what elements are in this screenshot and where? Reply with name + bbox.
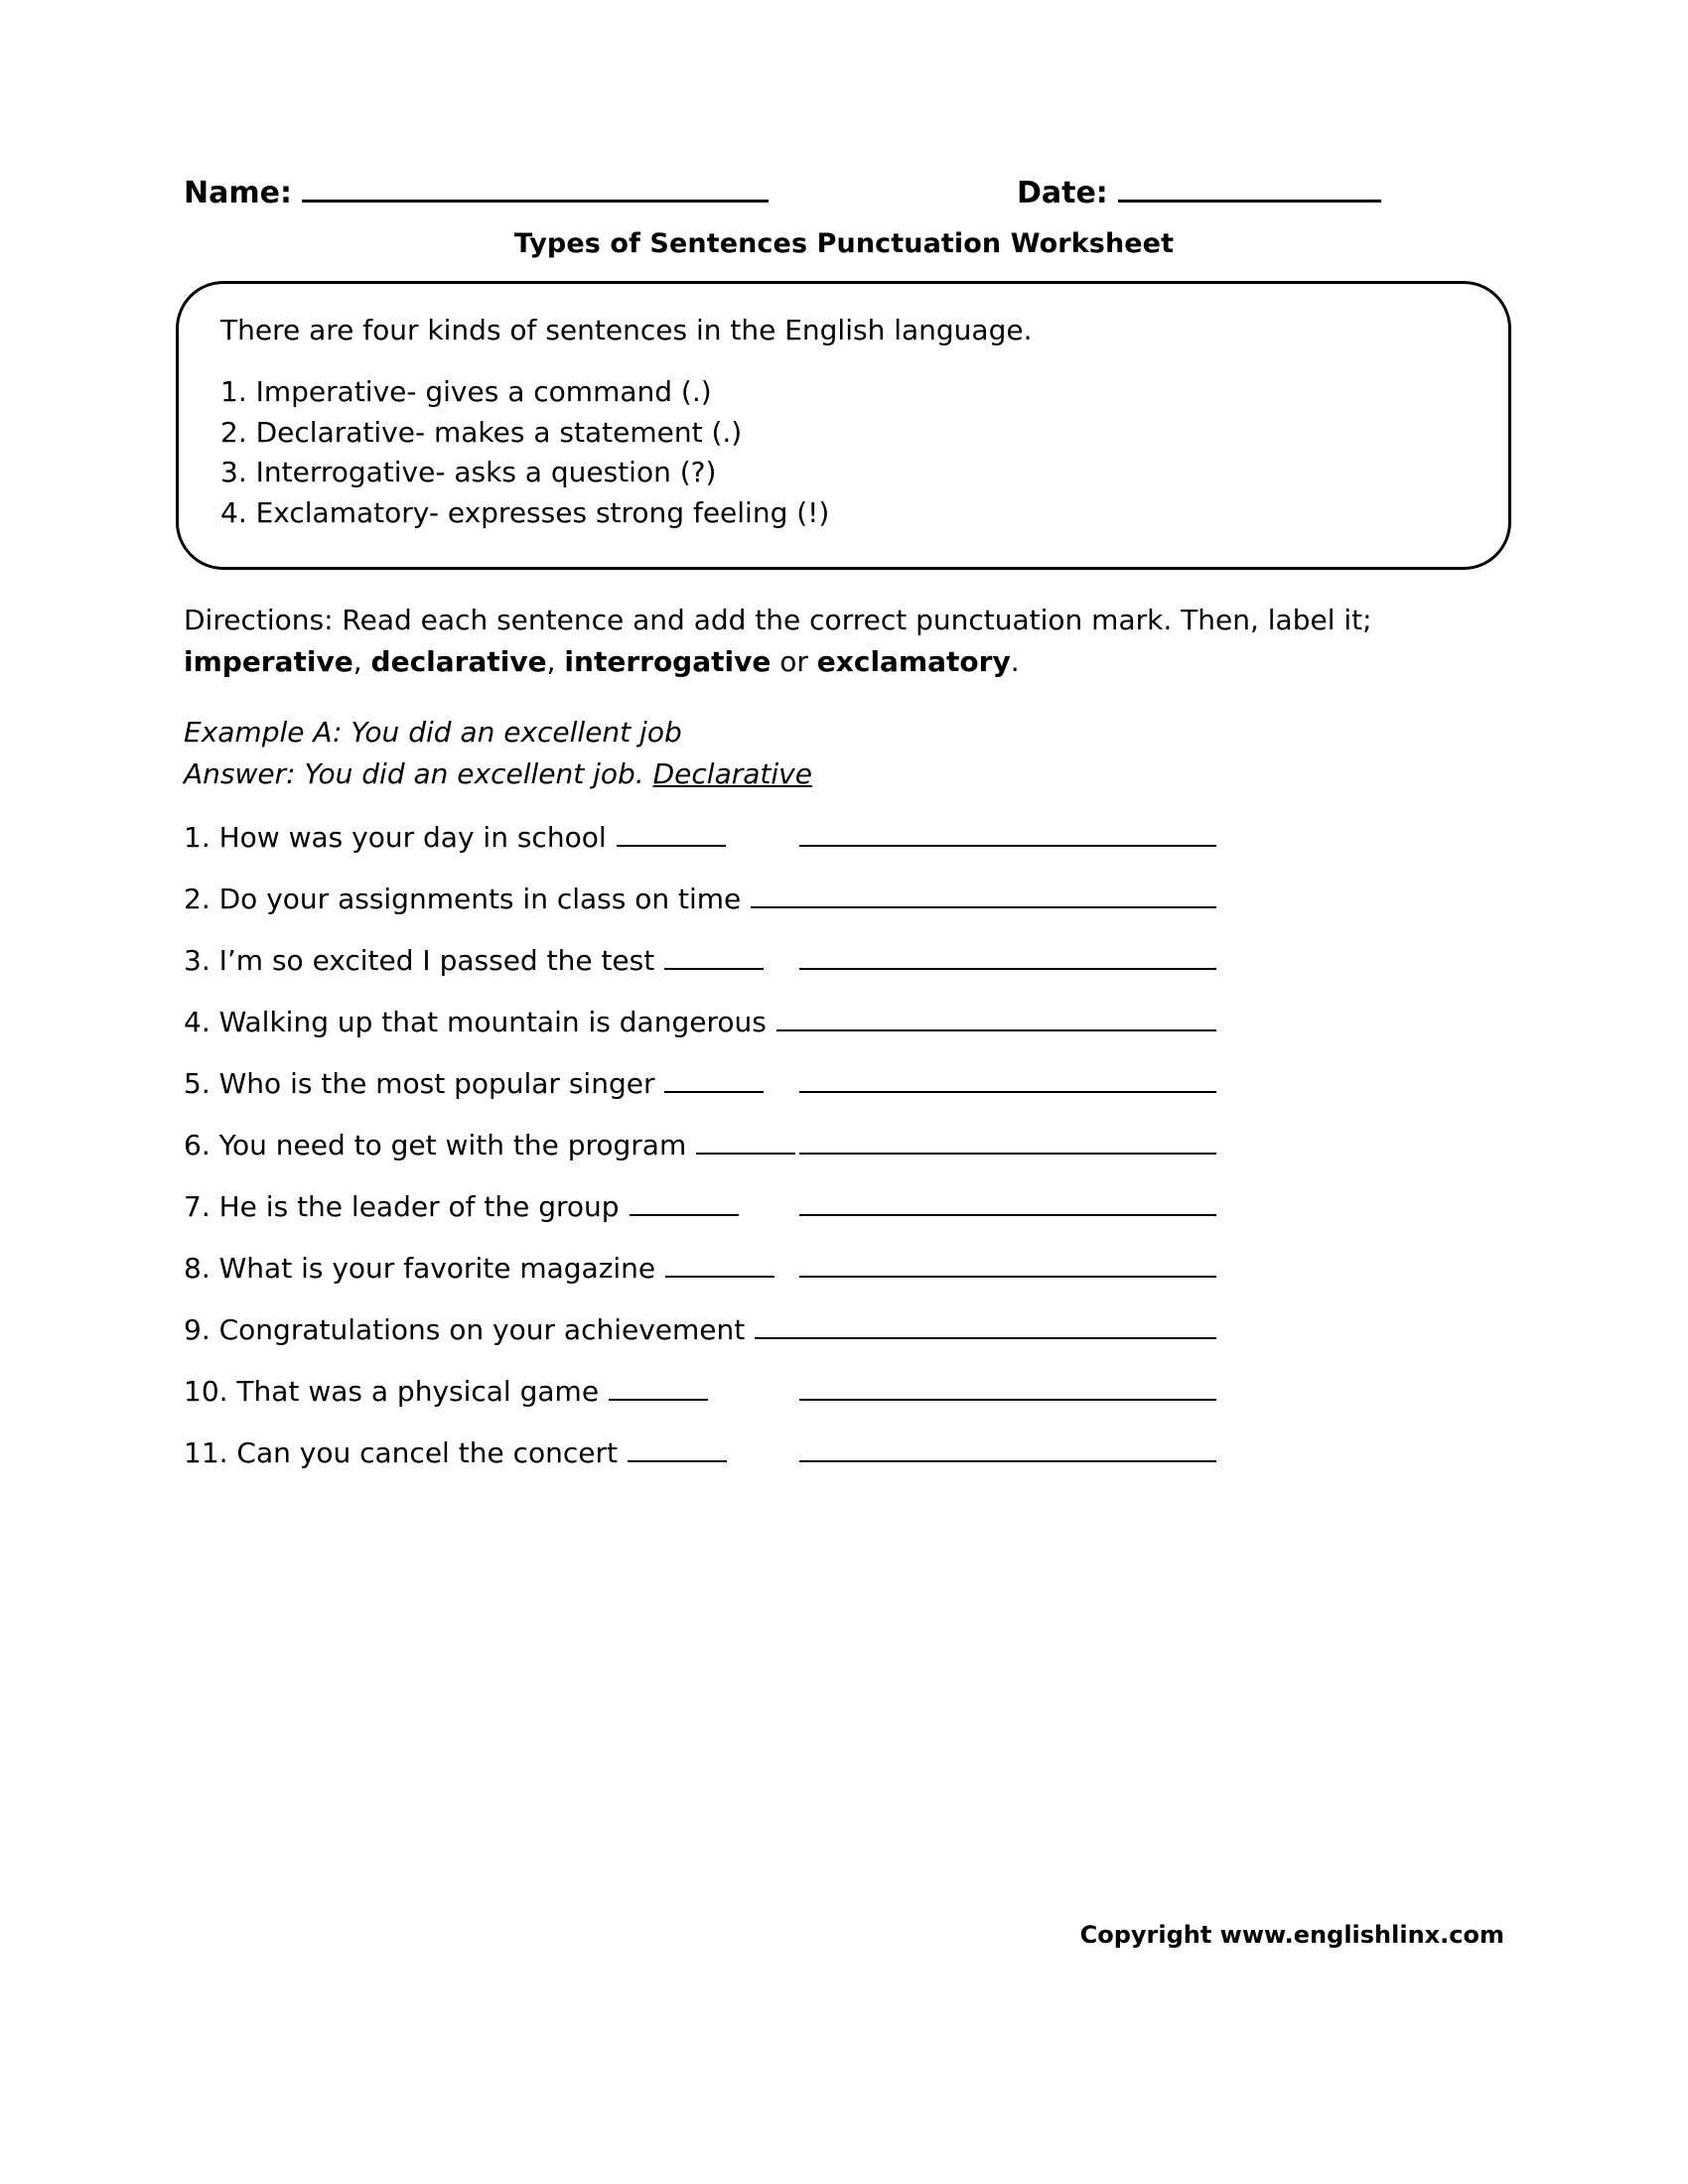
info-intro: There are four kinds of sentences in the English language. xyxy=(220,314,1033,346)
example-answer-prefix: Answer: You did an excellent job. xyxy=(184,757,653,791)
question-row-inner xyxy=(184,1067,1504,1100)
question-text: 10. That was a physical game xyxy=(184,1375,600,1409)
example-prompt: Example A: You did an excellent job xyxy=(184,716,682,750)
directions-end: . xyxy=(1010,644,1020,678)
question-row xyxy=(184,1375,1504,1436)
question-row-inner xyxy=(184,1436,1504,1469)
student-header xyxy=(184,174,1504,210)
example-answer xyxy=(184,753,1504,795)
question-row xyxy=(184,1129,1504,1190)
sentence-type-answer-line[interactable] xyxy=(799,821,1216,847)
question-text: 11. Can you cancel the concert xyxy=(184,1436,618,1470)
date-label: Date: xyxy=(1016,176,1108,210)
sentence-type-answer-line[interactable] xyxy=(799,1067,1216,1093)
info-item-2: 2. Declarative- makes a statement (.) xyxy=(220,415,743,449)
question-text: 9. Congratulations on your achievement xyxy=(184,1313,746,1347)
punctuation-blank[interactable] xyxy=(665,1254,774,1278)
directions-sep-3: or xyxy=(771,644,817,678)
question-text: 4. Walking up that mountain is dangerous xyxy=(184,1006,767,1039)
question-row xyxy=(184,1190,1504,1252)
question-row xyxy=(184,1436,1504,1498)
question-row xyxy=(184,821,1504,883)
sentence-type-answer-line[interactable] xyxy=(799,944,1216,970)
sentence-type-answer-line[interactable] xyxy=(799,1313,1216,1339)
question-row-inner xyxy=(184,821,1504,854)
directions-bold-interrogative: interrogative xyxy=(564,644,772,678)
directions-bold-imperative: imperative xyxy=(184,644,353,678)
question-row-inner xyxy=(184,944,1504,977)
question-row-inner xyxy=(184,1006,1504,1038)
question-text: 8. What is your favorite magazine xyxy=(184,1252,656,1286)
question-text: 6. You need to get with the program xyxy=(184,1129,687,1162)
info-item-3: 3. Interrogative- asks a question (?) xyxy=(220,456,717,489)
copyright-footer: Copyright www.englishlinx.com xyxy=(1079,1921,1504,1949)
question-row-inner xyxy=(184,1129,1504,1161)
question-row xyxy=(184,1067,1504,1129)
info-item-4: 4. Exclamatory- expresses strong feeling (!) xyxy=(220,495,830,529)
punctuation-blank[interactable] xyxy=(664,1069,764,1093)
sentence-type-answer-line[interactable] xyxy=(799,1190,1216,1216)
example-answer-word: Declarative xyxy=(652,757,812,791)
sentence-type-answer-line[interactable] xyxy=(799,1006,1216,1031)
question-row-inner xyxy=(184,1190,1504,1223)
sentence-type-answer-line[interactable] xyxy=(799,1129,1216,1155)
punctuation-blank[interactable] xyxy=(664,946,764,970)
directions-sep-1: , xyxy=(352,644,371,678)
question-text: 7. He is the leader of the group xyxy=(184,1190,620,1224)
punctuation-blank[interactable] xyxy=(617,823,726,847)
info-box xyxy=(176,281,1511,570)
question-text: 1. How was your day in school xyxy=(184,821,607,855)
question-row-inner xyxy=(184,1313,1504,1346)
question-list xyxy=(184,821,1504,1498)
question-row-inner xyxy=(184,1252,1504,1285)
name-input-line[interactable] xyxy=(302,174,769,203)
directions-text xyxy=(184,600,1475,682)
question-row-inner xyxy=(184,1375,1504,1408)
sentence-type-answer-line[interactable] xyxy=(799,1436,1216,1462)
punctuation-blank[interactable] xyxy=(628,1438,727,1462)
sentence-type-answer-line[interactable] xyxy=(799,1375,1216,1401)
worksheet-body xyxy=(184,174,1504,1498)
punctuation-blank[interactable] xyxy=(696,1131,795,1155)
sentence-type-answer-line[interactable] xyxy=(799,1252,1216,1278)
sentence-type-answer-line[interactable] xyxy=(799,883,1216,908)
date-input-line[interactable] xyxy=(1118,174,1381,203)
directions-bold-exclamatory: exclamatory xyxy=(816,644,1011,678)
directions-bold-declarative: declarative xyxy=(370,644,547,678)
punctuation-blank[interactable] xyxy=(630,1192,739,1216)
date-group xyxy=(1017,174,1381,210)
punctuation-blank[interactable] xyxy=(609,1377,708,1401)
example-block xyxy=(184,712,1504,795)
info-item-1: 1. Imperative- gives a command (.) xyxy=(220,375,712,408)
question-row xyxy=(184,944,1504,1006)
question-text: 5. Who is the most popular singer xyxy=(184,1067,655,1101)
question-text: 3. I’m so excited I passed the test xyxy=(184,944,655,978)
question-row xyxy=(184,883,1504,944)
question-row xyxy=(184,1313,1504,1375)
question-row-inner xyxy=(184,883,1504,915)
directions-part-1: Directions: Read each sentence and add the correct punctuation mark. Then, label it; xyxy=(184,604,1372,637)
page-title: Types of Sentences Punctuation Worksheet xyxy=(513,228,1175,259)
question-row xyxy=(184,1252,1504,1313)
name-label: Name: xyxy=(184,176,292,210)
question-text: 2. Do your assignments in class on time xyxy=(184,883,742,916)
directions-sep-2: , xyxy=(546,644,565,678)
question-row xyxy=(184,1006,1504,1067)
